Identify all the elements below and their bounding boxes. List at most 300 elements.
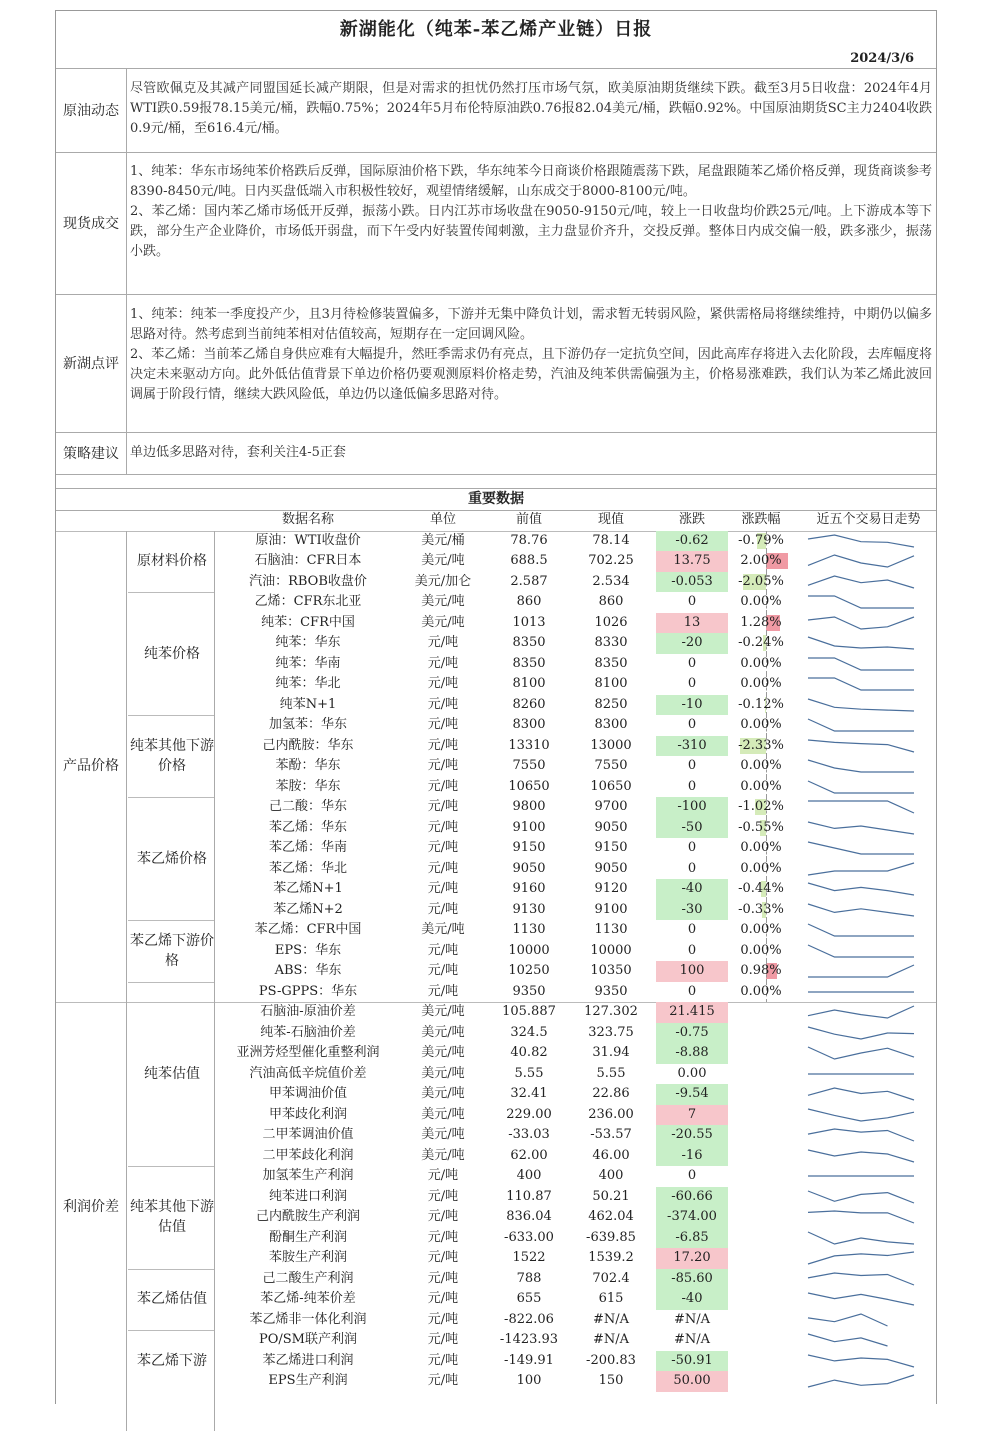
cell-name: 苯胺：华东 — [275, 778, 341, 794]
sparkline-path — [808, 1109, 914, 1121]
table-row — [56, 715, 936, 736]
cell-cur: 46.00 — [592, 1147, 630, 1163]
cell-trend — [801, 695, 936, 716]
sparkline — [806, 799, 916, 815]
cell-name: 苯乙烯进口利润 — [262, 1352, 354, 1368]
cell-trend — [801, 920, 936, 941]
cell-pct: 0.00% — [740, 758, 782, 773]
sparkline-path — [808, 637, 914, 649]
cell-change: 0 — [687, 942, 697, 958]
header-trend: 近五个交易日走势 — [816, 512, 921, 527]
cell-prev: 2.587 — [510, 573, 548, 589]
cell-change: -8.88 — [656, 1043, 728, 1064]
cell-prev: 836.04 — [506, 1209, 552, 1224]
sparkline — [806, 1189, 916, 1205]
cell-cur: 8100 — [594, 676, 628, 691]
cell-cur: 150 — [598, 1373, 624, 1388]
cell-change: -40 — [656, 879, 728, 900]
sparkline — [806, 1230, 916, 1246]
cell-prev: 9050 — [512, 860, 546, 876]
cell-pct — [728, 1084, 794, 1105]
group-label: 纯苯其他下游价格 — [130, 738, 214, 774]
divider — [56, 152, 936, 153]
sparkline-path — [808, 1273, 914, 1285]
cell-trend — [801, 900, 936, 921]
sparkline — [806, 676, 916, 692]
cell-trend — [801, 1371, 936, 1392]
table-row — [56, 961, 936, 982]
table-row — [56, 613, 936, 634]
table-row — [56, 982, 936, 1003]
table-row — [56, 592, 936, 613]
divider — [56, 432, 936, 433]
cell-unit: 美元/吨 — [421, 1024, 465, 1040]
cell-name: 二甲苯歧化利润 — [262, 1147, 354, 1163]
cell-prev: 324.5 — [510, 1024, 548, 1040]
table-row — [56, 797, 936, 818]
cell-change: -20.55 — [656, 1125, 728, 1146]
cell-prev: 13310 — [508, 737, 550, 753]
table-row — [56, 1023, 936, 1044]
table-row — [56, 879, 936, 900]
cell-unit: 美元/吨 — [421, 594, 465, 609]
cell-change: -16 — [656, 1146, 728, 1167]
cell-trend — [801, 1002, 936, 1023]
table-row — [56, 1187, 936, 1208]
cell-change: 0.00 — [677, 1065, 707, 1081]
cell-cur: 236.00 — [588, 1106, 634, 1122]
cell-name: 石脑油：CFR日本 — [254, 553, 362, 568]
cell-pct — [728, 1371, 794, 1392]
sparkline-path — [808, 1027, 914, 1039]
sparkline-path — [808, 904, 914, 916]
cell-prev: 5.55 — [514, 1065, 544, 1081]
cell-trend — [801, 797, 936, 818]
divider — [56, 294, 936, 295]
cell-prev: 400 — [516, 1168, 542, 1183]
cell-name: 苯乙烯N+2 — [273, 901, 343, 917]
sparkline — [806, 1353, 916, 1369]
cell-prev: -33.03 — [508, 1127, 550, 1142]
sparkline — [806, 615, 916, 631]
sparkline — [806, 1086, 916, 1102]
cell-trend — [801, 674, 936, 695]
sparkline-path — [808, 678, 914, 690]
cell-trend — [801, 592, 936, 613]
cell-unit: 元/吨 — [427, 1373, 459, 1388]
divider — [56, 474, 936, 475]
cell-change: -100 — [656, 797, 728, 818]
cell-cur: 702.4 — [592, 1270, 630, 1286]
cell-pct — [728, 1207, 794, 1228]
cell-cur: 7550 — [594, 758, 628, 773]
cell-unit: 元/吨 — [427, 717, 459, 732]
cell-unit: 美元/吨 — [421, 1106, 465, 1122]
cell-unit: 元/吨 — [427, 778, 459, 794]
sparkline — [806, 1250, 916, 1266]
cell-trend — [801, 838, 936, 859]
table-row — [56, 1248, 936, 1269]
table-row — [56, 531, 936, 552]
cell-cur: 9120 — [594, 881, 628, 896]
table-row — [56, 1084, 936, 1105]
sparkline-path — [808, 596, 914, 608]
cell-name: 苯胺生产利润 — [268, 1250, 347, 1265]
cell-name: 纯苯-石脑油价差 — [260, 1024, 356, 1040]
cell-cur: 9050 — [594, 860, 628, 876]
group-label: 苯乙烯下游 — [137, 1352, 207, 1369]
cell-trend — [801, 1330, 936, 1351]
cell-pct — [728, 1105, 794, 1126]
cell-unit: 元/吨 — [427, 963, 459, 978]
cell-name: 己二酸：华东 — [268, 799, 347, 814]
cell-trend — [801, 1064, 936, 1085]
sparkline-path — [808, 1211, 914, 1223]
cell-pct — [728, 1310, 794, 1331]
sparkline-path — [808, 822, 914, 834]
cell-unit: 美元/吨 — [421, 1065, 465, 1081]
sparkline-path — [808, 1047, 914, 1059]
cell-name: 苯酚：华东 — [275, 758, 341, 773]
sparkline-path — [808, 1129, 914, 1141]
sparkline-path — [808, 658, 914, 670]
cell-unit: 元/吨 — [427, 840, 459, 855]
sparkline — [806, 656, 916, 672]
sparkline — [806, 717, 916, 733]
cell-cur: 9700 — [594, 799, 628, 814]
cell-unit: 元/吨 — [427, 881, 459, 896]
section-label-strategy: 策略建议 — [63, 446, 119, 462]
group-label: 苯乙烯价格 — [137, 850, 207, 867]
sparkline-path — [808, 555, 914, 567]
cell-cur: 2.534 — [592, 573, 630, 589]
table-row — [56, 736, 936, 757]
category-label: 利润价差 — [63, 1199, 119, 1215]
cell-trend — [801, 633, 936, 654]
sparkline — [806, 1107, 916, 1123]
cell-trend — [801, 818, 936, 839]
sparkline-path — [808, 740, 914, 752]
sparkline — [806, 1127, 916, 1143]
table-row — [56, 1064, 936, 1085]
cell-change: 13 — [656, 613, 728, 634]
cell-pct — [728, 1002, 794, 1023]
cell-change: 0 — [687, 594, 697, 609]
cell-prev: 860 — [516, 594, 542, 609]
table-row — [56, 1125, 936, 1146]
cell-trend — [801, 777, 936, 798]
cell-name: 苯乙烯N+1 — [273, 881, 343, 896]
cell-pct: 0.00% — [740, 840, 782, 855]
cell-pct: -1.02% — [738, 799, 784, 814]
group-label: 纯苯价格 — [144, 645, 200, 662]
cell-trend — [801, 941, 936, 962]
cell-change: 0 — [687, 758, 697, 773]
cell-trend — [801, 879, 936, 900]
sparkline-path — [808, 1355, 914, 1367]
cell-prev: 62.00 — [510, 1147, 548, 1163]
cell-cur: #N/A — [592, 1332, 630, 1347]
cell-pct — [728, 1023, 794, 1044]
cell-trend — [801, 1351, 936, 1372]
cell-pct — [728, 1125, 794, 1146]
table-row — [56, 1289, 936, 1310]
cell-change: -50.91 — [656, 1351, 728, 1372]
cell-trend — [801, 1084, 936, 1105]
cell-change: 0 — [687, 983, 697, 999]
cell-change: 7 — [656, 1105, 728, 1126]
cell-change: -10 — [656, 695, 728, 716]
table-row — [56, 1002, 936, 1023]
cell-cur: 78.14 — [592, 532, 630, 548]
sparkline-path — [808, 781, 914, 793]
cell-unit: 元/吨 — [427, 1188, 459, 1204]
cell-unit: 元/吨 — [427, 1209, 459, 1224]
cell-unit: 元/吨 — [427, 1352, 459, 1368]
section-label-crude: 原油动态 — [63, 103, 119, 119]
cell-cur: 8250 — [594, 696, 628, 712]
cell-trend — [801, 654, 936, 675]
cell-trend — [801, 613, 936, 634]
cell-change: 0 — [687, 840, 697, 855]
table-row — [56, 1310, 936, 1331]
table-row — [56, 1228, 936, 1249]
cell-cur: 9100 — [594, 901, 628, 917]
cell-change: -0.053 — [656, 572, 728, 593]
cell-cur: 323.75 — [588, 1024, 634, 1040]
section-label-comment: 新湖点评 — [63, 355, 119, 372]
cell-name: 甲苯调油价值 — [268, 1086, 347, 1101]
cell-change: -50 — [656, 818, 728, 839]
cell-trend — [801, 715, 936, 736]
cell-unit: 美元/吨 — [421, 553, 465, 568]
divider — [56, 68, 936, 69]
table-row — [56, 838, 936, 859]
sparkline — [806, 758, 916, 774]
cell-cur: 8330 — [594, 635, 628, 650]
cell-prev: 78.76 — [510, 532, 548, 548]
table-row — [56, 941, 936, 962]
cell-change: 0 — [687, 1168, 697, 1183]
cell-prev: 9350 — [512, 983, 546, 999]
report-date: 2024/3/6 — [850, 51, 914, 66]
cell-prev: 9150 — [512, 840, 546, 855]
cell-prev: -1423.93 — [499, 1332, 559, 1347]
cell-pct: -0.55% — [738, 819, 784, 835]
sparkline-path — [808, 842, 914, 854]
cell-unit: 元/吨 — [427, 901, 459, 917]
cell-trend — [801, 736, 936, 757]
header-prev: 前值 — [515, 512, 542, 527]
cell-name: 苯乙烯：华北 — [268, 860, 347, 876]
sparkline — [806, 1066, 916, 1082]
table-row — [56, 1351, 936, 1372]
sparkline-path — [808, 699, 914, 711]
cell-pct: 2.00% — [740, 553, 782, 568]
sparkline — [806, 861, 916, 877]
cell-name: 亚洲芳烃型催化重整利润 — [236, 1045, 380, 1060]
cell-pct: -0.79% — [738, 532, 784, 548]
cell-trend — [801, 756, 936, 777]
sparkline-path — [808, 883, 914, 895]
cell-prev: 229.00 — [506, 1106, 552, 1122]
cell-pct: 1.28% — [740, 614, 782, 630]
cell-name: 加氢苯：华东 — [268, 717, 347, 732]
cell-unit: 美元/吨 — [421, 614, 465, 630]
sparkline-path — [808, 535, 914, 547]
cell-change: 17.20 — [656, 1248, 728, 1269]
cell-name: 苯乙烯：华东 — [268, 819, 347, 835]
cell-cur: 9050 — [594, 819, 628, 835]
cell-unit: 元/吨 — [427, 1250, 459, 1265]
cell-cur: 9150 — [594, 840, 628, 855]
sparkline-path — [808, 965, 914, 977]
cell-pct — [728, 1330, 794, 1351]
cell-name: 二甲苯调油价值 — [262, 1127, 354, 1142]
cell-name: 苯乙烯：华南 — [268, 840, 347, 855]
cell-unit: 美元/吨 — [421, 1045, 465, 1060]
cell-change: 0 — [687, 717, 697, 732]
sparkline — [806, 1209, 916, 1225]
cell-unit: 美元/吨 — [421, 1004, 465, 1019]
table-row — [56, 1105, 936, 1126]
cell-unit: 元/吨 — [427, 655, 459, 671]
cell-trend — [801, 1269, 936, 1290]
cell-cur: 31.94 — [592, 1045, 630, 1060]
sparkline — [806, 1004, 916, 1020]
cell-name: 苯乙烯非一体化利润 — [249, 1311, 367, 1327]
cell-cur: 462.04 — [588, 1209, 634, 1224]
cell-prev: -633.00 — [504, 1229, 554, 1245]
cell-name: 苯乙烯-纯苯价差 — [260, 1291, 356, 1306]
cell-name: 己二酸生产利润 — [262, 1270, 354, 1286]
cell-pct: -2.33% — [738, 737, 784, 753]
cell-change: 0 — [687, 922, 697, 937]
cell-unit: 元/吨 — [427, 1168, 459, 1183]
cell-prev: 1013 — [512, 614, 546, 630]
cell-cur: 702.25 — [588, 553, 634, 568]
cell-prev: 105.887 — [502, 1004, 556, 1019]
cell-prev: 8350 — [512, 635, 546, 650]
cell-name: ABS：华东 — [274, 963, 342, 978]
cell-change: 0 — [687, 860, 697, 876]
cell-unit: 美元/吨 — [421, 1086, 465, 1101]
table-header-row — [56, 510, 936, 531]
cell-trend — [801, 1228, 936, 1249]
cell-name: 乙烯：CFR东北亚 — [254, 594, 362, 609]
cell-trend — [801, 572, 936, 593]
sparkline — [806, 1291, 916, 1307]
sparkline-path — [808, 1375, 914, 1387]
header-unit: 单位 — [429, 512, 456, 527]
cell-cur: -53.57 — [590, 1127, 632, 1142]
cell-cur: 13000 — [590, 737, 632, 753]
cell-unit: 元/吨 — [427, 819, 459, 835]
header-name: 数据名称 — [281, 512, 334, 527]
cell-change: #N/A — [673, 1332, 711, 1347]
sparkline-path — [808, 576, 914, 588]
table-row — [56, 920, 936, 941]
cell-prev: 788 — [516, 1270, 542, 1286]
cell-unit: 元/吨 — [427, 737, 459, 753]
table-row — [56, 1330, 936, 1351]
cell-trend — [801, 1310, 936, 1331]
table-row — [56, 1371, 936, 1392]
category-label: 产品价格 — [63, 758, 119, 775]
sparkline — [806, 635, 916, 651]
cell-unit: 元/吨 — [427, 983, 459, 999]
table-row — [56, 756, 936, 777]
cell-cur: 5.55 — [596, 1065, 626, 1081]
cell-unit: 元/吨 — [427, 1270, 459, 1286]
cell-prev: 1130 — [512, 922, 546, 937]
cell-name: 苯乙烯：CFR中国 — [254, 922, 362, 937]
cell-change: -85.60 — [656, 1269, 728, 1290]
sparkline-path — [808, 617, 914, 629]
cell-name: 纯苯：华北 — [275, 676, 341, 691]
cell-unit: 元/吨 — [427, 860, 459, 876]
cell-change: #N/A — [673, 1311, 711, 1327]
cell-prev: 1522 — [512, 1250, 546, 1265]
sparkline — [806, 820, 916, 836]
sparkline-path — [808, 1006, 914, 1018]
table-row — [56, 551, 936, 572]
table-row — [56, 1166, 936, 1187]
section-label-spot: 现货成交 — [63, 216, 119, 232]
cell-prev: 10000 — [508, 942, 550, 958]
cell-unit: 美元/吨 — [421, 1147, 465, 1163]
sparkline — [806, 697, 916, 713]
cell-change: 0 — [687, 676, 697, 691]
cell-change: -60.66 — [656, 1187, 728, 1208]
sparkline — [806, 594, 916, 610]
cell-prev: 8300 — [512, 717, 546, 732]
cell-name: 甲苯歧化利润 — [268, 1106, 347, 1122]
sparkline — [806, 533, 916, 549]
cell-cur: 22.86 — [592, 1086, 630, 1101]
cell-pct: 0.00% — [740, 594, 782, 609]
cell-trend — [801, 1187, 936, 1208]
cell-prev: 8260 — [512, 696, 546, 712]
cell-trend — [801, 1043, 936, 1064]
cell-name: 纯苯进口利润 — [268, 1188, 347, 1204]
cell-prev: 10650 — [508, 778, 550, 794]
cell-prev: 9130 — [512, 901, 546, 917]
cell-change: -0.62 — [656, 531, 728, 552]
table-row — [56, 633, 936, 654]
cell-unit: 美元/桶 — [421, 532, 465, 548]
sparkline-path — [808, 1191, 914, 1203]
cell-change: 50.00 — [656, 1371, 728, 1392]
cell-pct: 0.00% — [740, 778, 782, 794]
sparkline — [806, 840, 916, 856]
sparkline-path — [808, 924, 914, 936]
cell-cur: 10650 — [590, 778, 632, 794]
cell-cur: #N/A — [592, 1311, 630, 1327]
cell-cur: 50.21 — [592, 1188, 630, 1204]
cell-cur: 10350 — [590, 963, 632, 978]
sparkline-path — [808, 863, 914, 875]
table-row — [56, 777, 936, 798]
cell-trend — [801, 1105, 936, 1126]
cell-trend — [801, 961, 936, 982]
sparkline-path — [808, 1088, 914, 1100]
cell-pct — [728, 1043, 794, 1064]
sparkline — [806, 1148, 916, 1164]
cell-pct — [728, 1228, 794, 1249]
cell-prev: -149.91 — [504, 1352, 554, 1368]
cell-change: -0.75 — [656, 1023, 728, 1044]
